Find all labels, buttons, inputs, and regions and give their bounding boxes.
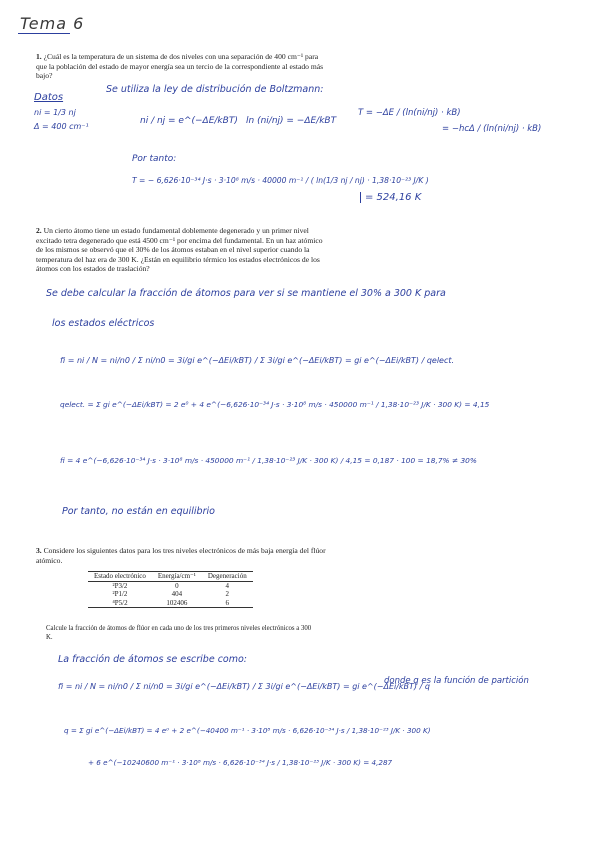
table-row <box>88 581 253 590</box>
hw-p1-datos: Datos <box>34 92 64 103</box>
table-cell: ⁴P5/2 <box>88 599 152 608</box>
problem-3-number: 3. <box>36 546 42 555</box>
hw-p3-fraction-eq: fi = ni / N = ni/n0 / Σ ni/n0 = 3i/gi e^(−ΔEi/kBT) / Σ 3i/gi e^(−ΔEi/kBT) = gi e^(−ΔEi/kBT) / q <box>58 682 430 691</box>
problem-1-text: ¿Cuál es la temperatura de un sistema de dos niveles con una separación de 400 cm⁻¹ para que la población del estado de mayor energía sea un tercio de la correspondiente al estado más bajo? <box>36 52 324 81</box>
table-cell: ²P1/2 <box>112 590 128 599</box>
problem-2-statement <box>36 226 326 274</box>
problem-1-number: 1. <box>36 52 42 61</box>
table-cell: ²P3/2 <box>112 581 128 590</box>
hw-p1-data-gap: Δ = 400 cm⁻¹ <box>34 122 89 131</box>
hw-p2-result: fi = 4 e^(−6,626·10⁻³⁴ J·s · 3·10⁸ m/s · 450000 m⁻¹ / 1,38·10⁻²³ J/K · 300 K) / 4,15 = 0,187 · 100 = 18,7% ≠ 30% <box>60 456 477 465</box>
table-cell: 6 <box>202 599 253 608</box>
hw-p1-eq4: = −hcΔ / (ln(ni/nj) · kB) <box>442 124 542 134</box>
hw-p3-note: donde q es la función de partición <box>384 676 529 686</box>
problem-3-statement <box>36 546 336 565</box>
table-header-energy: Energía/cm⁻¹ <box>152 572 202 582</box>
hw-p1-answer: = 524,16 K <box>360 192 421 203</box>
problem-1-statement <box>36 52 326 81</box>
fluorine-levels-table <box>88 571 253 608</box>
problem-3-question: Calcule la fracción de átomos de flúor en cada uno de los tres primeros niveles electrónicos a 300 K. <box>46 625 312 641</box>
table-header-row <box>88 572 253 582</box>
page-title: Tema 6 <box>20 14 85 33</box>
problem-2-number: 2. <box>36 226 42 235</box>
table-row <box>88 599 253 608</box>
problem-2-text: Un cierto átomo tiene un estado fundamental doblemente degenerado y un primer nivel excitado tetra degenerado que está 4500 cm⁻¹ por encima del fundamental. En un haz atómico de los mismos se observó que el 30% de los átomos estaban en el nivel superior cuando la temperatura del haz era de 300 K. ¿Están en equilibrio térmico los estados electrónicos de los átomos con los estados de traslación? <box>36 226 323 274</box>
hw-p1-eq2: ln (ni/nj) = −ΔE/kBT <box>246 116 337 126</box>
hw-p2-fraction-eq: fi = ni / N = ni/n0 / Σ ni/n0 = 3i/gi e^(−ΔEi/kBT) / Σ 3i/gi e^(−ΔEi/kBT) = gi e^(−ΔEi/kBT) / qelect. <box>60 356 455 365</box>
table-header-degeneracy: Degeneración <box>202 572 253 582</box>
hw-p1-eq1: ni / nj = e^(−ΔE/kBT) <box>140 116 238 126</box>
hw-p3-q-line2: + 6 e^(−10240600 m⁻¹ · 3·10⁸ m/s · 6,626·10⁻³⁴ J·s / 1,38·10⁻²³ J/K · 300 K) = 4,287 <box>88 758 393 767</box>
hw-p1-data-ratio: ni = 1/3 nj <box>34 108 76 117</box>
hw-p2-intro2: los estados eléctricos <box>52 318 155 329</box>
table-cell: 2 <box>225 590 230 599</box>
table-cell: 0 <box>175 581 179 590</box>
hw-p2-qelect: qelect. = Σ gi e^(−ΔEi/kBT) = 2 e⁰ + 4 e^(−6,626·10⁻³⁴ J·s · 3·10⁸ m/s · 450000 m⁻¹ / 1,38·10⁻²³ J/K · 300 K) = 4,15 <box>60 400 490 409</box>
problem-3-text: Considere los siguientes datos para los tres niveles electrónicos de más baja energía del flúor atómico. <box>36 546 326 565</box>
hw-p2-conclusion: Por tanto, no están en equilibrio <box>62 506 215 517</box>
table-cell: 4 <box>225 581 230 590</box>
table-cell: 102406 <box>152 599 202 608</box>
hw-p2-intro: Se debe calcular la fracción de átomos para ver si se mantiene el 30% a 300 K para <box>46 288 446 299</box>
table-row <box>88 590 253 599</box>
hw-p3-intro: La fracción de átomos se escribe como: <box>58 654 248 665</box>
title-underline <box>18 33 70 34</box>
hw-p1-eq3: T = −ΔE / (ln(ni/nj) · kB) <box>358 108 461 118</box>
hw-p1-por-tanto: Por tanto: <box>132 154 177 164</box>
table-header-state: Estado electrónico <box>88 572 152 582</box>
hw-p1-final-eq: T = − 6,626·10⁻³⁴ J·s · 3·10⁸ m/s · 40000 m⁻¹ / ( ln(1/3 nj / nj) · 1,38·10⁻²³ J/K ) <box>132 176 429 185</box>
hw-p1-boltzmann: Se utiliza la ley de distribución de Boltzmann: <box>106 84 324 95</box>
hw-p3-q-line1: q = Σ gi e^(−ΔEi/kBT) = 4 e⁰ + 2 e^(−40400 m⁻¹ · 3·10⁸ m/s · 6,626·10⁻³⁴ J·s / 1,38·10⁻²³ J/K · 300 K) <box>64 726 431 735</box>
table-cell: 404 <box>171 590 183 599</box>
